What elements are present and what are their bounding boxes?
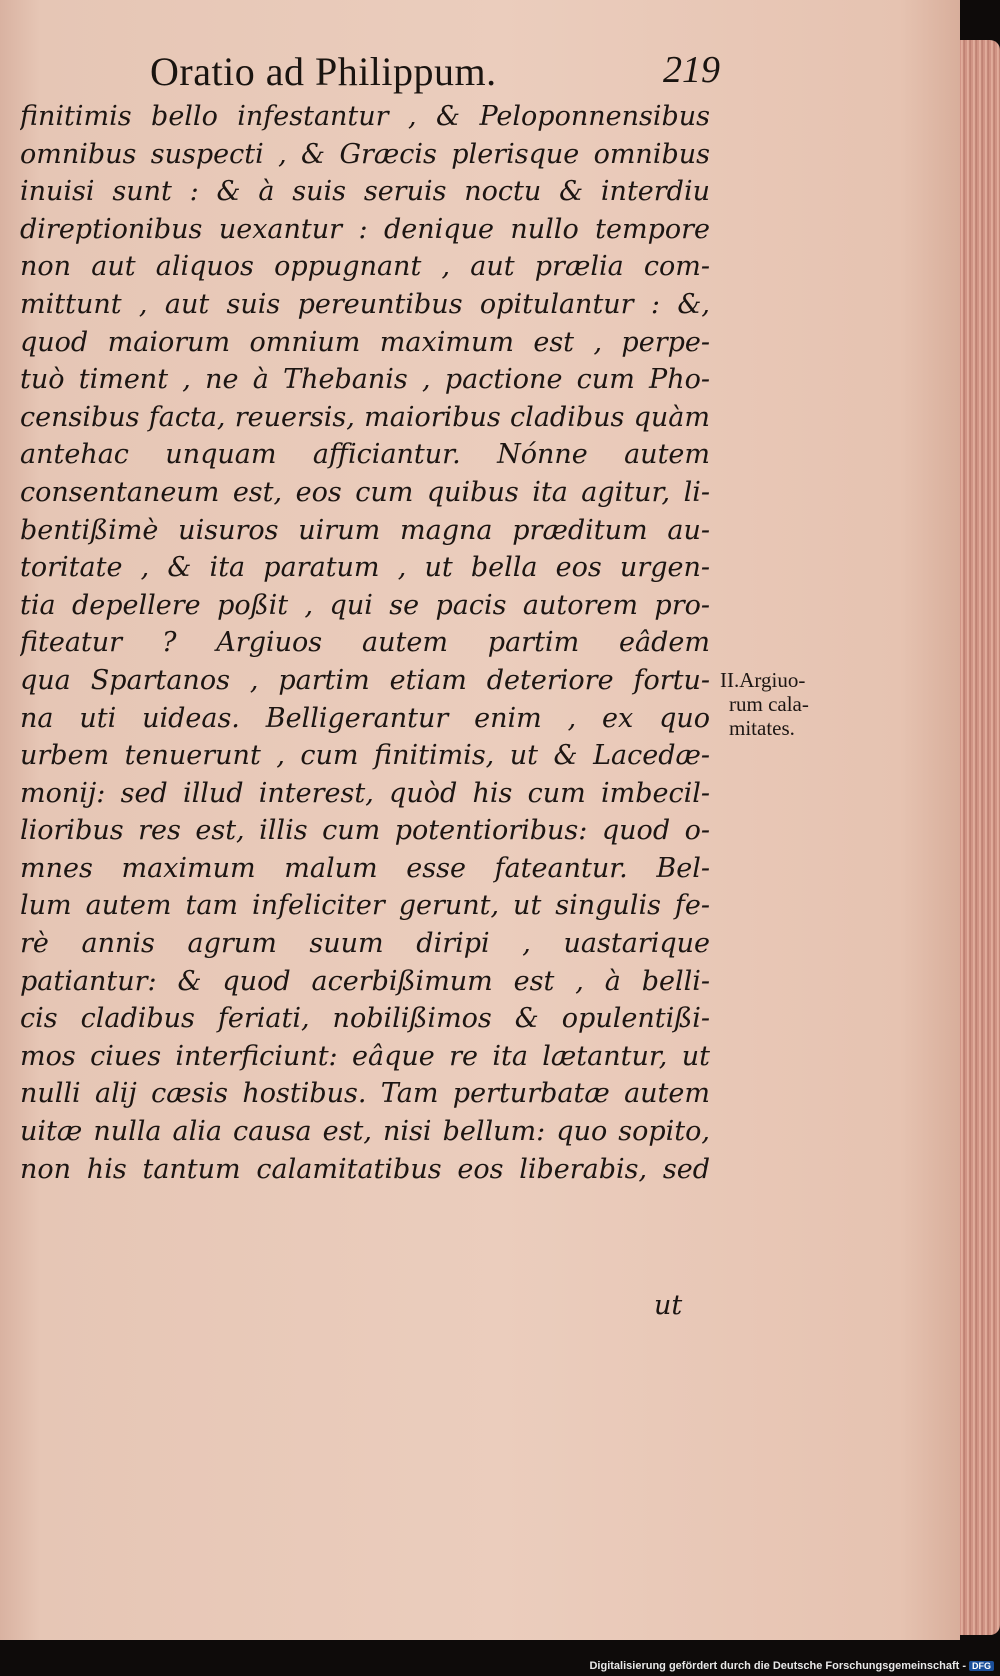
text-line: rè annis agrum suum diripi , uastarique (20, 928, 710, 960)
text-line: nulli alij cæsis hostibus. Tam perturbatæ autem (20, 1078, 710, 1110)
text-line: antehac unquam afficiantur. Nónne autem (20, 439, 710, 471)
text-line: finitimis bello infestantur , & Peloponnensibus (20, 101, 710, 132)
text-line: toritate , & ita paratum , ut bella eos urgen- (20, 552, 710, 584)
text-block (20, 98, 710, 1188)
text-line: quod maiorum omnium maximum est , perpe- (20, 326, 710, 358)
text-line: non his tantum calamitatibus eos liberabis, sed (20, 1153, 710, 1185)
digitization-credit (589, 1660, 994, 1672)
text-line: tuò timent , ne à Thebanis , pactione cum Pho- (20, 364, 710, 396)
text-line: cis cladibus feriati, nobilißimos & opulentißi- (20, 1003, 710, 1035)
page-number: 219 (663, 49, 720, 91)
text-line: lioribus res est, illis cum potentioribus: quod o- (20, 815, 710, 847)
text-line: monij: sed illud interest, quòd his cum imbecil- (20, 777, 710, 809)
text-line: direptionibus uexantur : denique nullo tempore (20, 213, 710, 245)
text-line: bentißimè uisuros uirum magna præditum au- (20, 514, 710, 546)
text-line: consentaneum est, eos cum quibus ita agitur, li- (20, 476, 710, 508)
text-line: non aut aliquos oppugnant , aut prælia com- (20, 251, 710, 283)
text-line: qua Spartanos , partim etiam deteriore fortu- (20, 664, 710, 696)
page-edges (960, 40, 1000, 1635)
marginal-note-line: mitates. (729, 716, 795, 740)
marginal-note-line: rum cala- (729, 692, 809, 716)
text-line: fiteatur ? Argiuos autem partim eâdem (20, 627, 710, 659)
text-line: inuisi sunt : & à suis seruis noctu & interdiu (20, 176, 710, 208)
text-line: na uti uideas. Belligerantur enim , ex quo (20, 702, 710, 734)
text-line: tia depellere poßit , qui se pacis autorem pro- (20, 589, 710, 621)
marginal-note (720, 668, 840, 740)
text-line: omnibus suspecti , & Græcis plerisque omnibus (20, 138, 710, 170)
text-line: censibus facta, reuersis, maioribus cladibus quàm (20, 401, 710, 433)
text-line: lum autem tam infeliciter gerunt, ut singulis fe- (20, 890, 710, 922)
text-line: patiantur: & quod acerbißimum est , à belli- (20, 965, 710, 997)
text-line: uitæ nulla alia causa est, nisi bellum: quo sopito, (20, 1116, 710, 1148)
text-line: urbem tenuerunt , cum finitimis, ut & Lacedæ- (20, 740, 710, 772)
dfg-logo: DFG (969, 1661, 994, 1671)
text-line: mittunt , aut suis pereuntibus opitulantur : &, (20, 288, 710, 320)
text-line: mnes maximum malum esse fateantur. Bel- (20, 852, 710, 884)
credit-text: Digitalisierung gefördert durch die Deutsche Forschungsgemeinschaft - (589, 1660, 966, 1672)
catchword: ut (654, 1290, 683, 1321)
marginal-note-line: II.Argiuo- (720, 668, 806, 692)
running-title: Oratio ad Philippum. (150, 49, 497, 94)
text-line: mos ciues interficiunt: eâque re ita lætantur, ut (20, 1040, 710, 1072)
